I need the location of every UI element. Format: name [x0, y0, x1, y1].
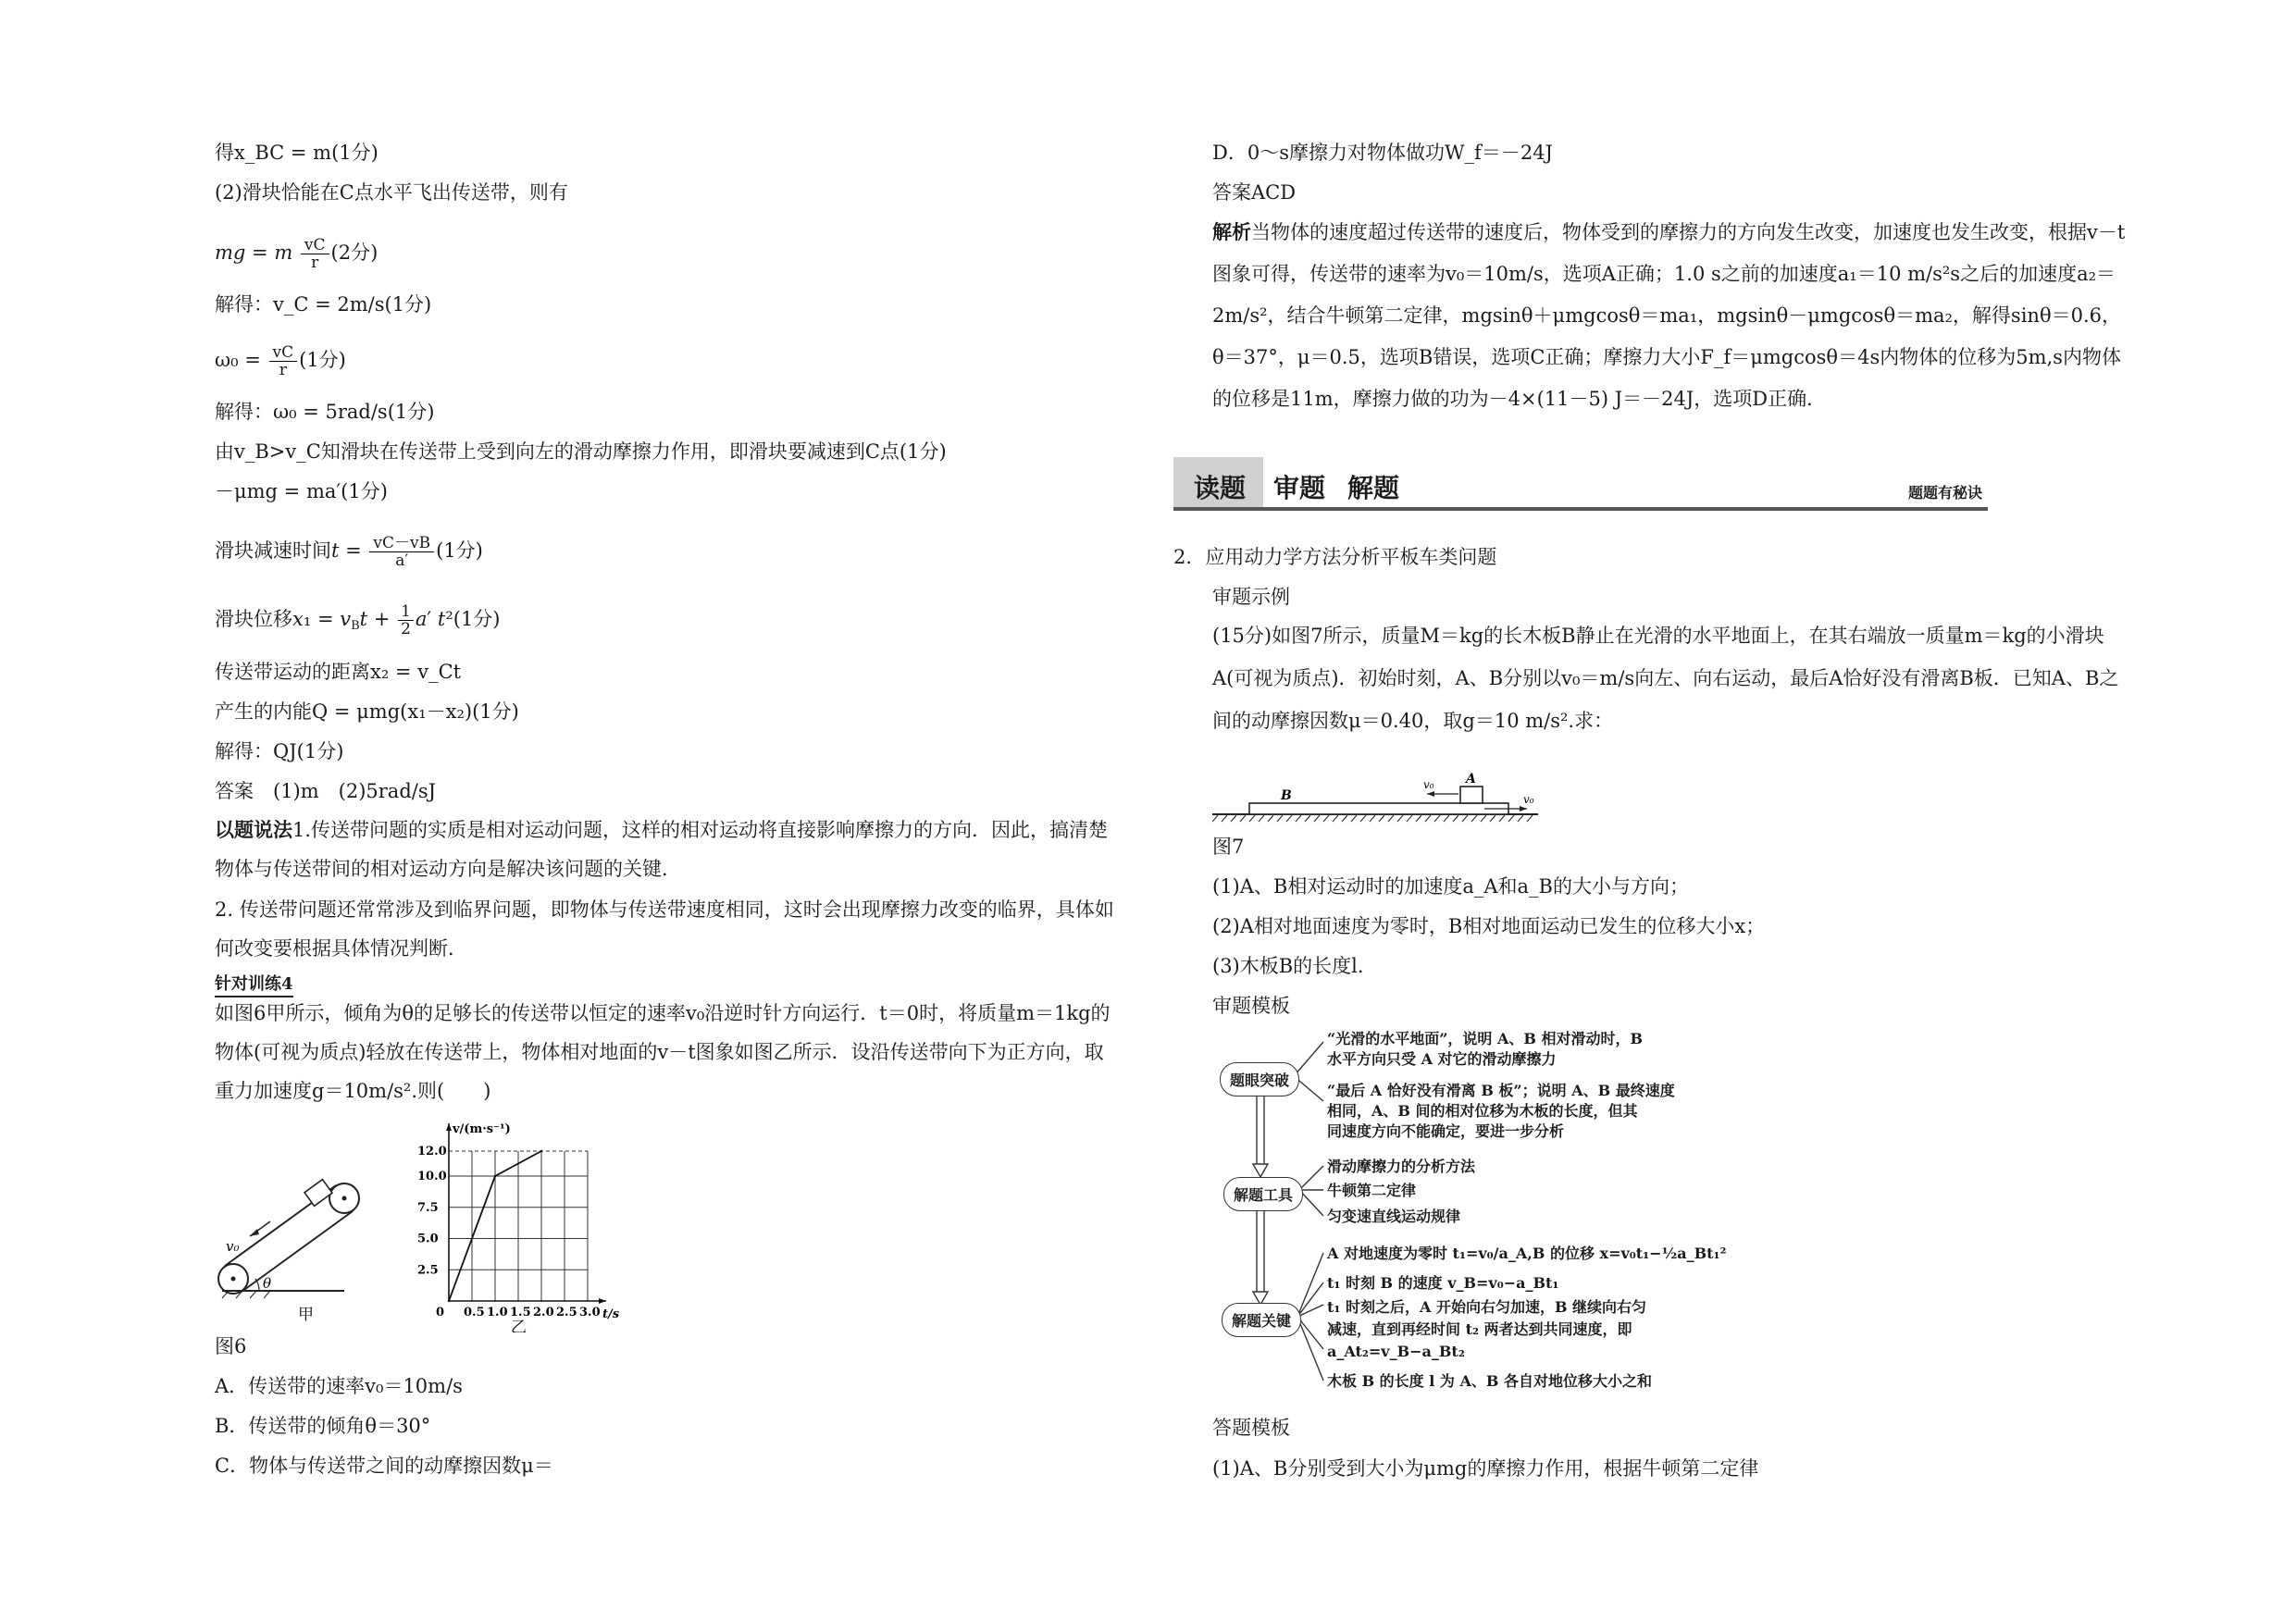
line-belt-distance: 传送带运动的距离x₂ = v_Ct: [215, 661, 462, 683]
ground-hatch: [1490, 815, 1496, 822]
answer-template-label: 答题模板: [1212, 1417, 1290, 1439]
tip-label: 以题说法: [215, 818, 292, 841]
fig7-label-b: B: [1281, 788, 1292, 803]
ground-hatch: [1249, 815, 1255, 822]
map-box-2: 解题工具: [1223, 1177, 1303, 1211]
map-t3f: 木板 B 的长度 l 为 A、B 各自对地位移大小之和: [1327, 1372, 1652, 1390]
ground-hatch: [1222, 815, 1227, 822]
line-heat: 产生的内能Q = μmg(x₁－x₂)(1分): [215, 700, 519, 723]
section-header: [1173, 457, 1988, 511]
final-line: (1)A、B分别受到大小为μmg的摩擦力作用，根据牛顿第二定律: [1212, 1457, 1759, 1480]
ground-hatch: [1425, 815, 1431, 822]
ground-hatch: [1240, 815, 1246, 822]
ground-hatch: [1471, 815, 1477, 822]
y-tick-label-1: 5.0: [417, 1232, 439, 1246]
y-tick-label-2: 7.5: [417, 1200, 439, 1215]
ground-hatch: [1305, 815, 1310, 822]
line-xbc: 得x_BC = m(1分): [215, 142, 379, 164]
ground-hatch: [1508, 815, 1514, 822]
x-tick-label-2: 1.5: [510, 1306, 531, 1319]
question-3: (3)木板B的长度l.: [1212, 955, 1364, 977]
map-t1c: “最后 A 恰好没有滑离 B 板”；说明 A、B 最终速度: [1327, 1082, 1675, 1099]
figure-7-board: [1212, 768, 1545, 824]
x-arrow: [599, 1298, 606, 1304]
map-t1a: “光滑的水平地面”，说明 A、B 相对滑动时，B: [1327, 1030, 1644, 1047]
frac-half-num: 1: [398, 603, 414, 621]
fig7-v0-right: v₀: [1523, 793, 1534, 806]
frac-t-den: a′: [395, 551, 409, 570]
fig7-caption: 图7: [1212, 836, 1245, 858]
map-t2a: 滑动摩擦力的分析方法: [1327, 1158, 1476, 1175]
x-tick-label-1: 1.0: [487, 1306, 508, 1319]
frac-mg-den: r: [311, 254, 319, 272]
template-label: 审题模板: [1212, 995, 1290, 1017]
tip-paragraph: [215, 811, 1122, 888]
question-2: (2)A相对地面速度为零时，B相对地面运动已发生的位移大小x；: [1212, 915, 1766, 937]
y-tick-label-0: 2.5: [417, 1263, 439, 1278]
line-heat-result: 解得：QJ(1分): [215, 740, 344, 762]
ground-hatch: [1333, 815, 1338, 822]
fig6-yi-label: 乙: [511, 1319, 527, 1332]
section-title-2: 审题: [1273, 473, 1326, 503]
section-title-1: 读题: [1194, 473, 1247, 503]
ground-hatch: [1296, 815, 1301, 822]
fig7-label-a: A: [1466, 772, 1476, 787]
ground-hatch: [1323, 815, 1329, 822]
x-tick-label-3: 2.0: [533, 1306, 554, 1319]
y-tick-label-3: 10.0: [417, 1170, 447, 1183]
figure-6-belt: [215, 1110, 400, 1332]
section-rule: [1173, 507, 1988, 511]
fig6-caption: 图6: [215, 1335, 247, 1357]
ground-hatch: [1286, 815, 1292, 822]
ground-hatch: [1416, 815, 1421, 822]
line-friction: 由v_B>v_C知滑块在传送带上受到向左的滑动摩擦力作用，即滑块要减速到C点(1分): [215, 440, 947, 463]
ground-hatch: [1453, 815, 1458, 822]
section-title-3: 解题: [1347, 473, 1400, 503]
problem-text: (15分)如图7所示，质量M＝kg的长木板B静止在光滑的水平地面上，在其右端放一质量m＝kg的小滑块A(可视为质点)．初始时刻，A、B分别以v₀＝m/s向左、向右运动，最后A恰好没有滑离B板．已知A、B之间的动摩擦因数μ＝0.40，取g＝10 m/s².求：: [1212, 625, 2119, 732]
drill-label: 针对训练4: [215, 973, 293, 997]
line-newton: －μmg = ma′(1分): [215, 480, 388, 502]
ground-hatch: [1462, 815, 1468, 822]
line-time: 滑块减速时间t = $\frac{vC-vB}{a'}$ (1分): [215, 534, 483, 570]
analysis-text: 当物体的速度超过传送带的速度后，物体受到的摩擦力的方向发生改变，加速度也发生改变，根据v－t图象可得，传送带的速率为v₀＝10m/s，选项A正确；1.0 s之前的加速度a₁＝10 m/s²s之后的加速度a₂＝2m/s²，结合牛顿第二定律，mgsinθ＋μmgcosθ＝ma₁，mgsinθ－μmgcosθ＝ma₂，解得sinθ＝0.6，θ＝37°，μ＝0.5，选项B错误，选项C正确；摩擦力大小F_f＝μmgcosθ＝4s内物体的位移为5m,s内物体的位移是11m，摩擦力做的功为－4×(11－5) J＝－24J，选项D正确．: [1212, 221, 2126, 410]
line-mg: mg = m $\frac{vC}{r}$ (2分): [215, 236, 379, 272]
answer-line: 答案ACD: [1212, 181, 1297, 204]
map-t3e: a_At₂=v_B−a_Bt₂: [1327, 1343, 1465, 1360]
drill-text: 如图6甲所示，倾角为θ的足够长的传送带以恒定的速率v₀沿逆时针方向运行．t＝0时，将质量m＝1kg的物体(可视为质点)轻放在传送带上，物体相对地面的v－t图象如图乙所示．设沿传送带向下为正方向，取重力加速度g＝10m/s².则( ): [215, 1002, 1111, 1102]
analysis-paragraph: [1212, 211, 2128, 420]
y-tick-label-4: 12.0: [417, 1145, 447, 1158]
ground-hatch: [1314, 815, 1320, 822]
ground-hatch: [1407, 815, 1412, 822]
frac-omega-den: r: [279, 361, 287, 379]
frac-t-num: vC－vB: [369, 535, 434, 552]
section-hint: 题题有秘诀: [1907, 484, 1982, 502]
map-t3a: A 对地速度为零时 t₁=v₀/a_A,B 的位移 x=v₀t₁−½a_Bt₁²: [1327, 1245, 1727, 1262]
ground-hatch: [1212, 815, 1218, 822]
line-answer: 答案 (1)m (2)5rad/sJ: [215, 780, 437, 802]
y-arrow: [446, 1123, 452, 1131]
map-t2c: 匀变速直线运动规律: [1327, 1208, 1461, 1225]
ground-hatch: [1379, 815, 1384, 822]
x-tick-label-0: 0.5: [464, 1306, 485, 1319]
x-tick-label-5: 3.0: [579, 1306, 601, 1319]
map-t3d: 减速，直到再经时间 t₂ 两者达到共同速度，即: [1327, 1320, 1632, 1338]
map-box-1: 题眼突破: [1220, 1062, 1299, 1096]
ground-hatch: [1259, 815, 1264, 822]
line-omega-result: 解得：ω₀ = 5rad/s(1分): [215, 401, 435, 423]
option-c: C．物体与传送带之间的动摩擦因数μ＝: [215, 1455, 553, 1477]
ground-hatch: [1527, 815, 1533, 822]
figure-6-vt-chart: [404, 1110, 627, 1332]
ground-hatch: [1351, 815, 1357, 822]
line-omega: ω₀ = $\frac{vC}{r}$ (1分): [215, 343, 346, 379]
map-box-3: 解题关键: [1222, 1303, 1301, 1337]
line-displacement: 滑块位移$x_1 = v_Bt$ + $\frac{1}{2}$ a′ t²(1分): [215, 602, 501, 638]
question-1: (1)A、B相对运动时的加速度a_A和a_B的大小与方向；: [1212, 875, 1689, 898]
question-title: 2．应用动力学方法分析平板车类问题: [1173, 546, 1497, 568]
ground-hatch: [1434, 815, 1440, 822]
series-point-2: [540, 1150, 542, 1152]
ground-hatch: [1342, 815, 1347, 822]
ground-hatch: [1277, 815, 1283, 822]
ground-hatch: [1370, 815, 1375, 822]
line-vc: 解得：v_C = 2m/s(1分): [215, 293, 432, 316]
tip-text-1: 1.传送带问题的实质是相对运动问题，这样的相对运动将直接影响摩擦力的方向．因此，搞清楚物体与传送带间的相对运动方向是解决该问题的关键．: [215, 819, 1109, 880]
frac-omega-num: vC: [269, 344, 298, 362]
fig6-theta-label: θ: [263, 1275, 272, 1292]
map-t1b: 水平方向只受 A 对它的滑动摩擦力: [1327, 1050, 1557, 1068]
frac-mg-num: vC: [301, 237, 329, 254]
analysis-label: 解析: [1212, 220, 1251, 243]
chart-axes: [446, 1123, 606, 1304]
ground-hatch: [1397, 815, 1403, 822]
map-t1d: 相同，A、B 间的相对位移为木板的长度，但其: [1327, 1102, 1638, 1120]
map-t3b: t₁ 时刻 B 的速度 v_B=v₀−a_Bt₁: [1327, 1274, 1559, 1292]
ground-hatch: [1481, 815, 1486, 822]
option-d: D．0～s摩擦力对物体做功W_f＝－24J: [1212, 142, 1553, 164]
ground-hatch: [1360, 815, 1366, 822]
ground-hatch: [1268, 815, 1273, 822]
map-t2b: 牛顿第二定律: [1327, 1182, 1417, 1199]
map-t1e: 同速度方向不能确定，要进一步分析: [1327, 1122, 1565, 1140]
fig7-v0-left: v₀: [1423, 778, 1434, 791]
x-tick-label-4: 2.5: [556, 1306, 577, 1319]
fig6-v0-label: v₀: [226, 1238, 240, 1255]
ground-hatch: [1499, 815, 1505, 822]
ground-hatch: [1518, 815, 1523, 822]
ground-hatch: [1231, 815, 1236, 822]
demo-label: 审题示例: [1212, 586, 1290, 608]
frac-half-den: 2: [401, 620, 411, 638]
y-axis-label: v/(m·s⁻¹): [453, 1122, 511, 1136]
series-point-1: [494, 1175, 496, 1177]
chart-grid: [449, 1151, 588, 1301]
option-a: A．传送带的速率v₀＝10m/s: [215, 1375, 463, 1397]
ground-hatch: [1444, 815, 1449, 822]
map-t3c: t₁ 时刻之后，A 开始向右匀加速，B 继续向右匀: [1327, 1298, 1647, 1316]
option-b: B．传送带的倾角θ＝30°: [215, 1415, 431, 1437]
tip-text-2: 2. 传送带问题还常常涉及到临界问题，即物体与传送带速度相同，这时会出现摩擦力改变的临界，具体如何改变要根据具体情况判断．: [215, 898, 1114, 960]
origin-label: 0: [436, 1306, 445, 1319]
x-axis-label: t/s: [602, 1307, 620, 1321]
ground-hatch: [1388, 815, 1394, 822]
fig6-jia-label: 甲: [298, 1306, 314, 1324]
line-part2: (2)滑块恰能在C点水平飞出传送带，则有: [215, 181, 568, 204]
concept-map: [1212, 1025, 1731, 1405]
series-point-0: [448, 1300, 450, 1302]
